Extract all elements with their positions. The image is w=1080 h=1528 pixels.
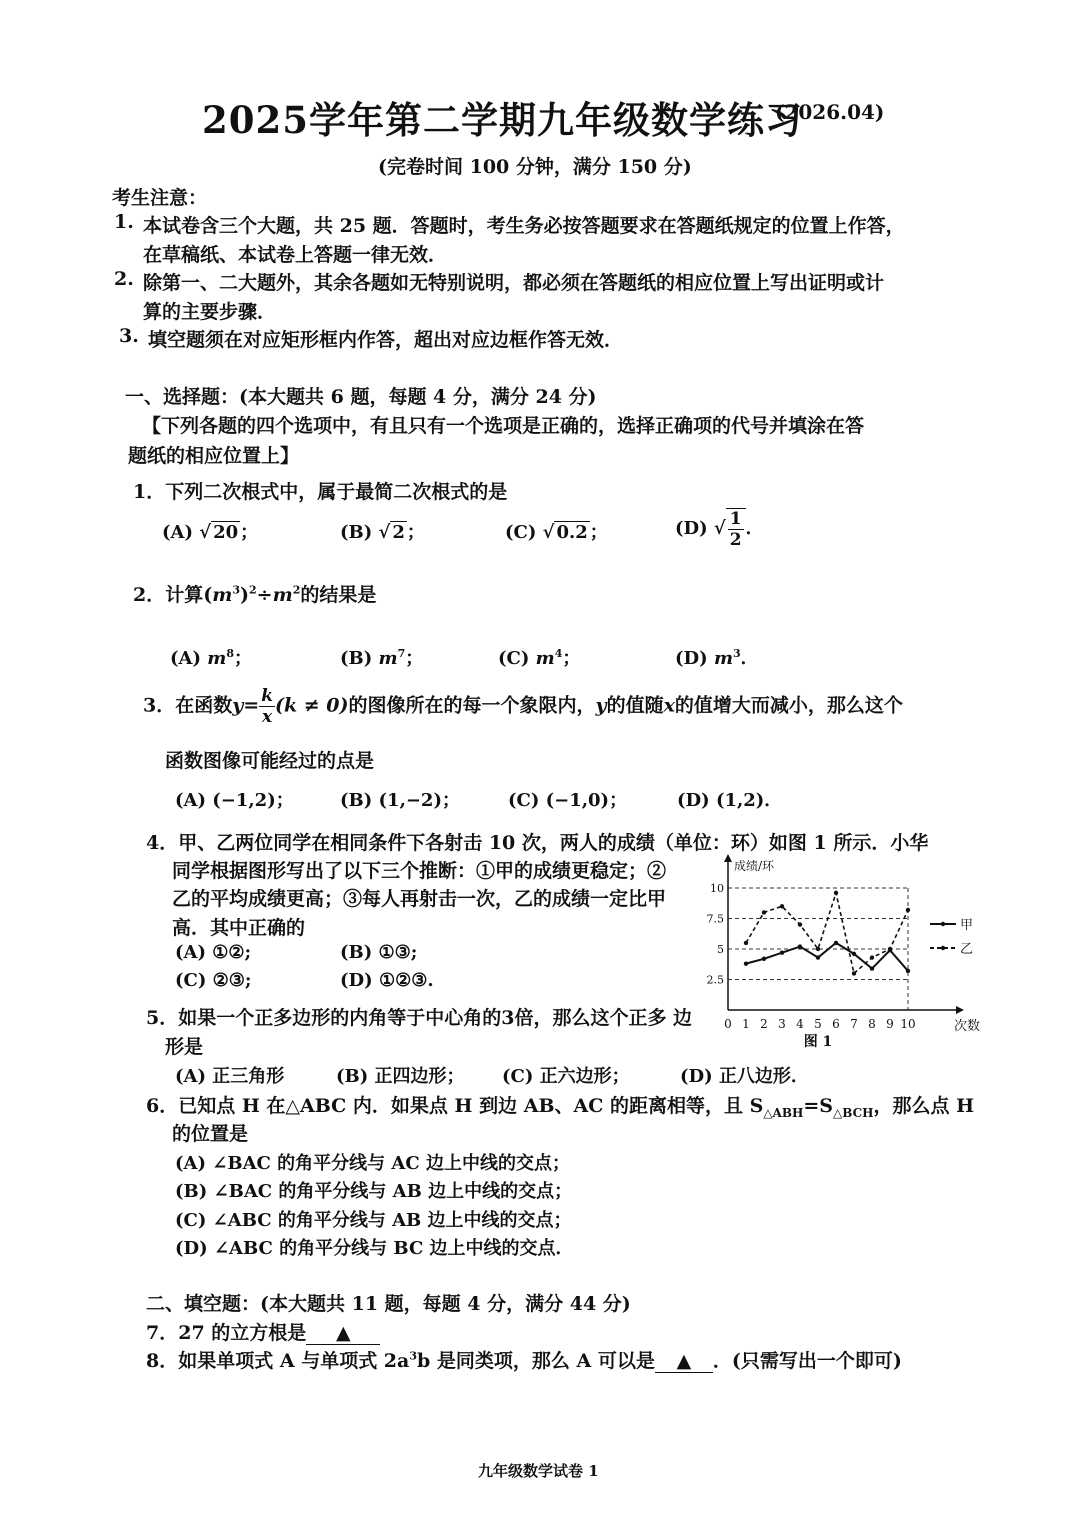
q3-option-c: (C) (−1,0)； [508, 790, 628, 811]
q3-stem-line1: 3．在函数y= $\frac{k}{x}$ (k ≠ 0)的图像所在的每一个象限内，y的值随x的值增大而减小，那么这个 [143, 686, 903, 727]
q1-option-d: (D) √ $\frac{1}{2}$ ． [675, 509, 764, 550]
notice-item-2-line2: 算的主要步骤． [143, 301, 277, 323]
legend-marker [941, 946, 945, 950]
exam-subtitle: (完卷时间 100 分钟，满分 150 分) [378, 156, 692, 178]
q1-option-b: (B) √ 2 ； [340, 522, 425, 543]
q4-option-a: (A) ①②; [175, 942, 252, 963]
data-point [780, 950, 784, 954]
data-point [852, 952, 856, 956]
q2-stem: 2．计算$(m^3)^2\div m^2$的结果是 [133, 583, 377, 606]
q5-option-b: (B) 正四边形； [336, 1066, 465, 1087]
q2-option-a: (A) $m^8$； [170, 647, 252, 669]
data-point [888, 947, 892, 951]
q5-option-d: (D) 正八边形． [680, 1066, 809, 1087]
q2-option-c: (C) $m^4$； [498, 647, 581, 669]
chart-title: 图 1 [803, 1034, 833, 1048]
notice-item-2-line1: 除第一、二大题外，其余各题如无特别说明，都必须在答题纸的相应位置上写出证明或计 [143, 272, 885, 294]
q6-option-c: (C) ∠ABC 的角平分线与 AB 边上中线的交点； [175, 1210, 572, 1231]
section1-instruction-line2: 题纸的相应位置上】 [128, 445, 300, 467]
data-point [906, 908, 910, 912]
q3-stem-line2: 函数图像可能经过的点是 [165, 750, 375, 772]
q1-option-a: (A) √ 20 ； [162, 522, 259, 543]
x-tick-label: 4 [796, 1017, 804, 1031]
y-tick-label: 10 [710, 882, 724, 895]
data-point [744, 941, 748, 945]
q4-option-b: (B) ①③; [340, 942, 418, 963]
data-point [780, 904, 784, 908]
x-tick-label: 6 [832, 1017, 840, 1031]
y-axis-title: 成绩/环 [734, 859, 775, 873]
y-tick-label: 5 [717, 943, 724, 956]
q4-stem-line4: 高．其中正确的 [172, 917, 306, 939]
page-footer: 九年级数学试卷 1 [478, 1462, 599, 1480]
legend-marker [941, 922, 945, 926]
series-line-yi [746, 893, 908, 974]
data-point [798, 944, 802, 948]
q1-stem: 1．下列二次根式中，属于最简二次根式的是 [133, 481, 508, 503]
data-point [744, 961, 748, 965]
q5-stem-line2: 形是 [165, 1036, 204, 1058]
q2-option-b: (B) $m^7$； [340, 647, 424, 669]
x-tick-label: 0 [724, 1017, 732, 1031]
x-tick-label: 5 [814, 1017, 822, 1031]
x-tick-label: 2 [760, 1017, 768, 1031]
notice-item-3-line1: 填空题须在对应矩形框内作答，超出对应边框作答无效． [148, 329, 624, 351]
section1-instruction-line1: 【下列各题的四个选项中，有且只有一个选项是正确的，选择正确项的代号并填涂在答 [142, 415, 865, 437]
notice-item-1-line2: 在草稿纸、本试卷上答题一律无效． [143, 244, 448, 266]
q5-option-c: (C) 正六边形； [502, 1066, 630, 1087]
q3-option-d: (D) (1,2)． [677, 790, 783, 811]
q4-stem-line3: 乙的平均成绩更高；③每人再射击一次，乙的成绩一定比甲 [172, 888, 667, 910]
data-point [762, 957, 766, 961]
score-line-chart [690, 852, 990, 1048]
q4-stem-line2: 同学根据图形写出了以下三个推断：①甲的成绩更稳定；② [172, 860, 667, 882]
q2-option-d: (D) $m^3$． [675, 647, 759, 669]
q4-option-d: (D) ①②③. [340, 970, 434, 991]
x-tick-label: 1 [742, 1017, 750, 1031]
q8-stem: 8．如果单项式 A 与单项式 $2a^3b$ 是同类项，那么 A 可以是 ▲ ．(只需写出一个即可) [146, 1349, 902, 1372]
q6-option-a: (A) ∠BAC 的角平分线与 AC 边上中线的交点； [175, 1153, 570, 1174]
q7-stem: 7．27 的立方根是 ▲ [146, 1318, 380, 1345]
data-point [870, 966, 874, 970]
data-point [870, 955, 874, 959]
notice-item-2-num: 2. [114, 268, 134, 290]
x-tick-label: 3 [778, 1017, 786, 1031]
q8-answer-blank[interactable]: ▲ [655, 1350, 713, 1373]
data-point [816, 947, 820, 951]
x-tick-label: 8 [868, 1017, 876, 1031]
data-point [852, 971, 856, 975]
y-tick-label: 2.5 [706, 973, 724, 987]
notice-item-1-num: 1. [114, 211, 134, 233]
page-title: 2025学年第二学期九年级数学练习 [202, 98, 803, 142]
q6-stem-line2: 的位置是 [172, 1123, 249, 1145]
x-axis-arrow [956, 1006, 964, 1014]
q4-stem-line1: 4．甲、乙两位同学在相同条件下各射击 10 次，两人的成绩（单位：环）如图 1 所示．小华 [146, 832, 929, 854]
q6-option-b: (B) ∠BAC 的角平分线与 AB 边上中线的交点； [175, 1181, 573, 1202]
x-tick-label: 10 [900, 1017, 916, 1031]
data-point [798, 922, 802, 926]
legend-label: 甲 [960, 918, 974, 933]
data-point [834, 941, 838, 945]
notice-item-3-num: 3. [119, 325, 139, 347]
data-point [762, 910, 766, 914]
notice-heading: 考生注意： [112, 187, 208, 209]
q3-option-a: (A) (−1,2)； [175, 790, 294, 811]
q5-stem-line1: 5．如果一个正多边形的内角等于中心角的3倍，那么这个正多 边 [146, 1007, 693, 1029]
q3-option-b: (B) (1,−2)； [340, 790, 460, 811]
q6-stem-line1: 6．已知点 H 在△ABC 内．如果点 H 到边 AB、AC 的距离相等，且 $S_{\triangle ABH}=S_{\triangle BCH}$，那么点 H [146, 1095, 975, 1120]
notice-item-1-line1: 本试卷含三个大题，共 25 题．答题时，考生务必按答题要求在答题纸规定的位置上作答， [143, 215, 905, 237]
data-point [816, 955, 820, 959]
exam-date: (2026.04) [775, 100, 885, 124]
data-point [834, 891, 838, 895]
legend-label: 乙 [960, 942, 974, 957]
section2-heading: 二、填空题：(本大题共 11 题，每题 4 分，满分 44 分) [146, 1293, 631, 1315]
series-line-jia [746, 943, 908, 971]
q1-option-c: (C) √ 0.2 ； [505, 522, 608, 543]
y-axis-arrow [724, 854, 732, 862]
data-point [906, 969, 910, 973]
q5-option-a: (A) 正三角形 [175, 1066, 285, 1087]
x-tick-label: 9 [886, 1017, 894, 1031]
x-axis-title: 次数 [954, 1019, 981, 1034]
q6-option-d: (D) ∠ABC 的角平分线与 BC 边上中线的交点． [175, 1238, 574, 1259]
section1-heading: 一、选择题：(本大题共 6 题，每题 4 分，满分 24 分) [125, 386, 597, 408]
q4-option-c: (C) ②③; [175, 970, 252, 991]
x-tick-label: 7 [850, 1017, 858, 1031]
y-tick-label: 7.5 [706, 912, 724, 926]
q7-answer-blank[interactable]: ▲ [306, 1322, 380, 1345]
